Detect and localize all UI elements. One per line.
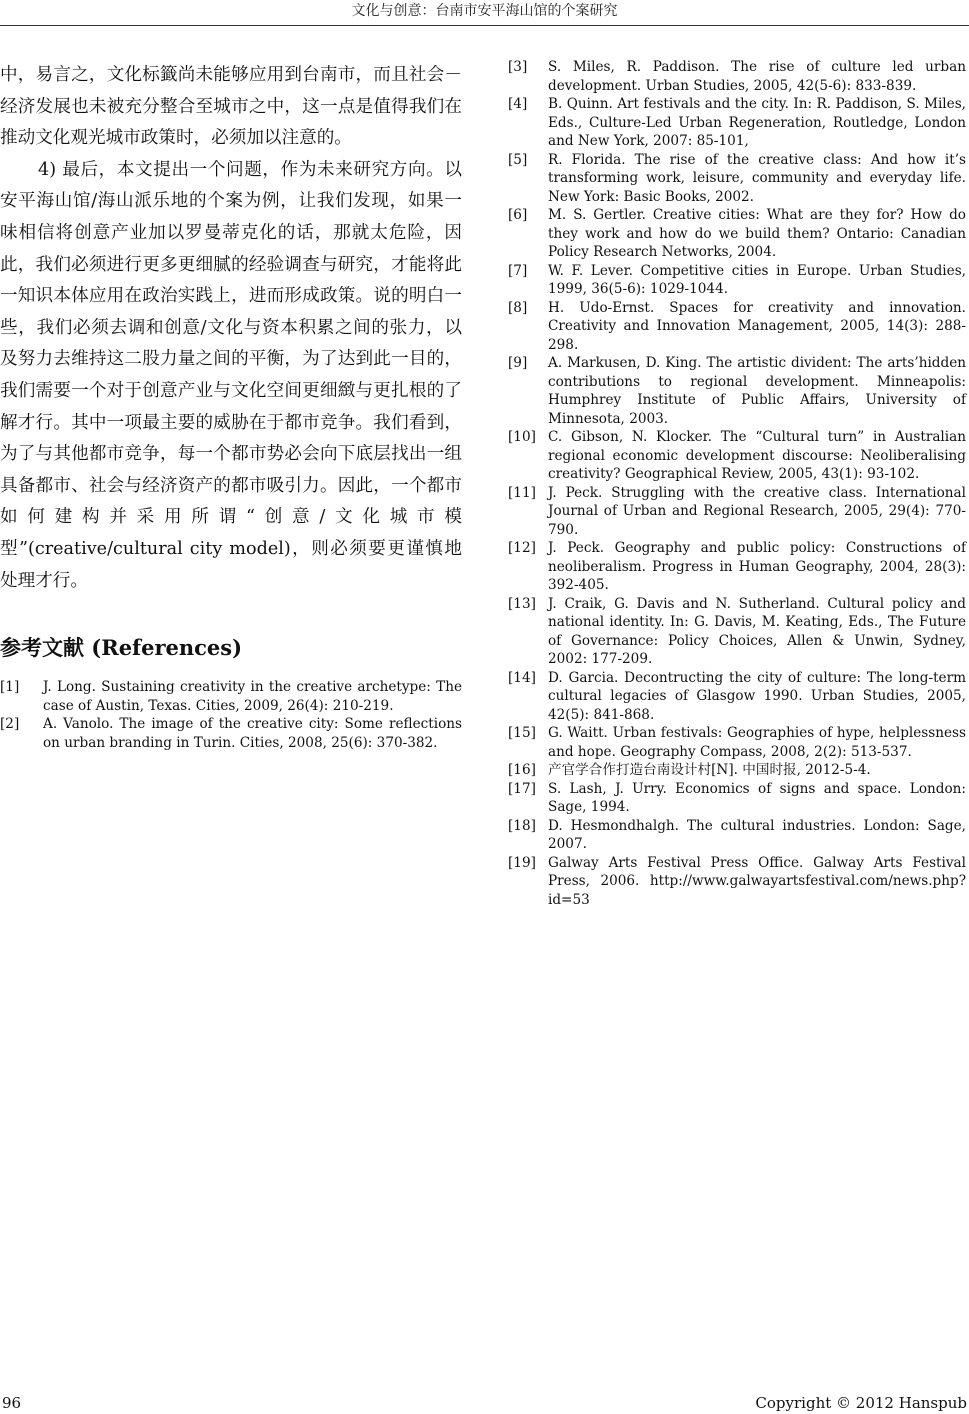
reference-text: Galway Arts Festival Press Office. Galway Arts Festival Press, 2006. http://www.galwayartsfestival.com/news.php?id=53 bbox=[548, 854, 966, 908]
running-head: 文化与创意：台南市安平海山馆的个案研究 bbox=[351, 3, 618, 19]
reference-text: 产官学合作打造台南设计村[N]. 中国时报, 2012-5-4. bbox=[548, 762, 871, 778]
reference-item bbox=[508, 58, 966, 95]
reference-number: [11] bbox=[508, 484, 536, 501]
reference-item bbox=[508, 206, 966, 262]
left-column bbox=[0, 60, 462, 752]
reference-item bbox=[508, 262, 966, 299]
reference-text: D. Hesmondhalgh. The cultural industries. London: Sage, 2007. bbox=[548, 817, 966, 852]
reference-number: [17] bbox=[508, 780, 536, 797]
body-paragraph-1: 中，易言之，文化标籤尚未能够应用到台南市，而且社会－经济发展也未被充分整合至城市之中，这一点是值得我们在推动文化观光城市政策时，必须加以注意的。 bbox=[0, 65, 462, 149]
references-title: 参考文献 (References) bbox=[0, 635, 243, 661]
reference-item bbox=[508, 595, 966, 669]
reference-item bbox=[0, 715, 462, 752]
reference-text: W. F. Lever. Competitive cities in Europe. Urban Studies, 1999, 36(5-6): 1029-1044. bbox=[548, 262, 966, 297]
reference-number: [12] bbox=[508, 540, 536, 556]
reference-text: B. Quinn. Art festivals and the city. In: R. Paddison, S. Miles, Eds., Culture-Led Urban Regeneration, Routledge, London and New York, 2007: 85-101, bbox=[548, 96, 966, 149]
reference-number: [5] bbox=[508, 151, 528, 168]
reference-item bbox=[508, 151, 966, 207]
body-paragraph-2: 4) 最后，本文提出一个问题，作为未来研究方向。以安平海山馆/海山派乐地的个案为例，让我们发现，如果一味相信将创意产业加以罗曼蒂克化的话，那就太危险，因此，我们必须进行更多更细腻的经验调查与研究，才能将此一知识本体应用在政治实践上，进而形成政策。说的明白一些，我们必须去调和创意/文化与资本积累之间的张力，以及努力去维持这二股力量之间的平衡，为了达到此一目的，我们需要一个对于创意产业与文化空间更细緻与更扎根的了解才行。其中一项最主要的威胁在于都市竞争。我们看到，为了与其他都市竞争，每一个都市势必会向下底层找出一组具备都市、社会与经济资产的都市吸引力。因此，一个都市如何建构并采用所谓“创意/文化城市模型”(creative/cultural city model)，则必须要更谨慎地处理才行。 bbox=[0, 159, 462, 591]
reference-text: J. Peck. Geography and public policy: Constructions of neoliberalism. Progress in Human Geography, 2004, 28(3): 392-405. bbox=[548, 540, 966, 593]
reference-number: [13] bbox=[508, 595, 536, 612]
reference-item bbox=[508, 817, 966, 854]
reference-text: G. Waitt. Urban festivals: Geographies of hype, helplessness and hope. Geography Compass, 2008, 2(2): 513-537. bbox=[548, 725, 966, 760]
reference-text: C. Gibson, N. Klocker. The “Cultural turn” in Australian regional economic development discourse: Neoliberalising creativity? Geographical Review, 2005, 43(1): 93-102. bbox=[548, 429, 966, 482]
reference-number: [14] bbox=[508, 669, 536, 686]
reference-number: [2] bbox=[0, 716, 20, 733]
reference-text: S. Miles, R. Paddison. The rise of culture led urban development. Urban Studies, 2005, 42(5-6): 833-839. bbox=[548, 59, 966, 94]
reference-item bbox=[508, 354, 966, 428]
reference-text: A. Markusen, D. King. The artistic divident: The arts’hidden contributions to regional development. Minneapolis: Humphrey Institute of Public Affairs, University of Minnesota, 2003. bbox=[548, 355, 966, 427]
reference-number: [6] bbox=[508, 207, 528, 223]
reference-text: D. Garcia. Decontructing the city of culture: The long-term cultural legacies of Glasgow 1990. Urban Studies, 2005, 42(5): 841-868. bbox=[548, 669, 966, 723]
reference-item bbox=[508, 428, 966, 484]
reference-text: H. Udo-Ernst. Spaces for creativity and innovation. Creativity and Innovation Management, 2005, 14(3): 288-298. bbox=[548, 299, 966, 353]
reference-text: J. Long. Sustaining creativity in the creative archetype: The case of Austin, Texas. Cities, 2009, 26(4): 210-219. bbox=[43, 679, 462, 714]
reference-item bbox=[508, 539, 966, 595]
reference-number: [1] bbox=[0, 679, 20, 696]
reference-item bbox=[508, 299, 966, 355]
page-number: 96 bbox=[2, 1394, 22, 1412]
reference-item bbox=[508, 780, 966, 817]
reference-text: S. Lash, J. Urry. Economics of signs and space. London: Sage, 1994. bbox=[548, 780, 966, 815]
reference-text: A. Vanolo. The image of the creative city: Some reflections on urban branding in Turin. Cities, 2008, 25(6): 370-382. bbox=[43, 716, 462, 751]
reference-item bbox=[508, 761, 966, 780]
reference-number: [8] bbox=[508, 299, 528, 316]
header-rule bbox=[0, 25, 969, 26]
reference-number: [18] bbox=[508, 817, 536, 834]
reference-number: [10] bbox=[508, 429, 536, 445]
reference-item bbox=[508, 724, 966, 761]
references-list-left bbox=[0, 678, 462, 752]
reference-text: M. S. Gertler. Creative cities: What are they for? How do they work and how do we build them? Ontario: Canadian Policy Research Networks, 2004. bbox=[548, 207, 966, 260]
reference-number: [9] bbox=[508, 355, 528, 371]
reference-item bbox=[508, 95, 966, 151]
reference-number: [15] bbox=[508, 725, 536, 741]
reference-item bbox=[508, 669, 966, 725]
reference-text: J. Peck. Struggling with the creative class. International Journal of Urban and Regional Research, 2005, 29(4): 770-790. bbox=[548, 484, 966, 538]
reference-item bbox=[0, 678, 462, 715]
copyright-notice: Copyright © 2012 Hanspub bbox=[755, 1394, 967, 1412]
reference-number: [4] bbox=[508, 96, 528, 112]
reference-text: R. Florida. The rise of the creative class: And how it’s transforming work, leisure, community and everyday life. New York: Basic Books, 2002. bbox=[548, 151, 966, 205]
reference-number: [7] bbox=[508, 262, 528, 279]
references-list-right bbox=[508, 58, 966, 909]
reference-number: [16] bbox=[508, 762, 536, 778]
reference-number: [3] bbox=[508, 59, 528, 75]
reference-number: [19] bbox=[508, 854, 536, 871]
reference-text: J. Craik, G. Davis and N. Sutherland. Cultural policy and national identity. In: G. Davis, M. Keating, Eds., The Future of Governance: Policy Choices, Allen & Unwin, Sydney, 2002: 177-209. bbox=[548, 595, 966, 667]
reference-item bbox=[508, 854, 966, 910]
reference-item bbox=[508, 484, 966, 540]
